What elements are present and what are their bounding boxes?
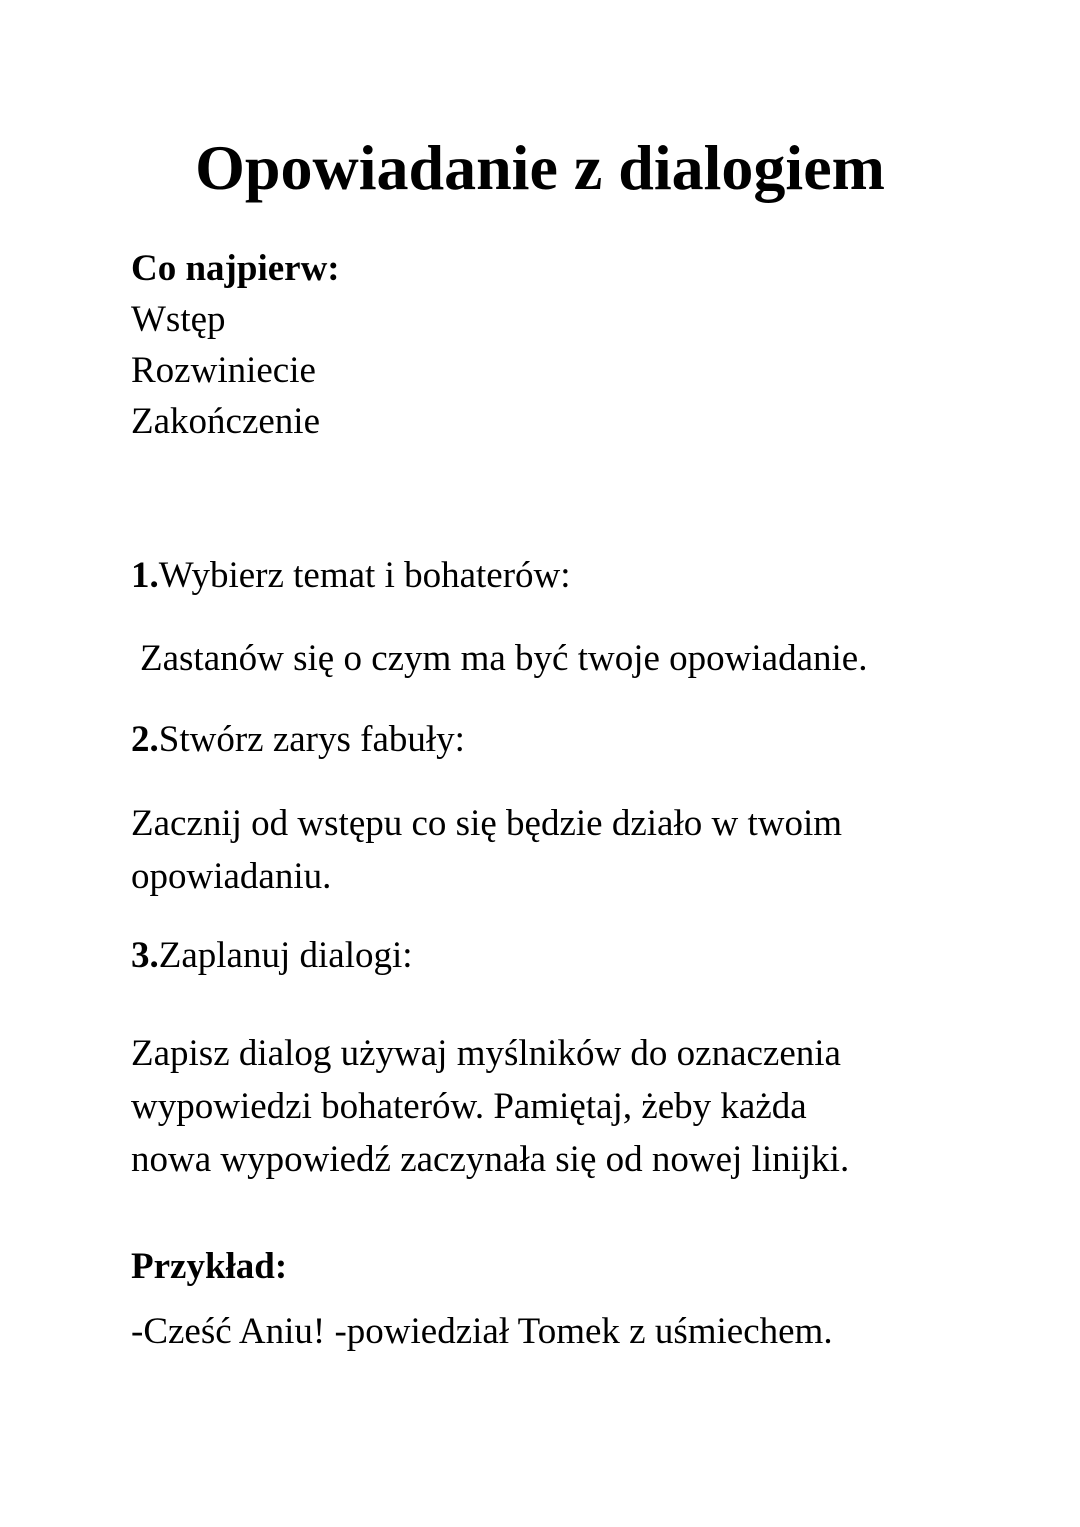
text-line: wypowiedzi bohaterów. Pamiętaj, żeby każda	[131, 1086, 807, 1127]
step-heading-text: Stwórz zarys fabuły:	[158, 719, 465, 760]
step-3-heading	[131, 930, 951, 982]
step-heading-text: Zaplanuj dialogi:	[158, 935, 413, 976]
text-line: nowa wypowiedź zaczynała się od nowej linijki.	[131, 1139, 850, 1180]
step-1-heading	[131, 550, 951, 602]
list-item: Rozwiniecie	[131, 350, 316, 391]
list-item: Zakończenie	[131, 401, 320, 442]
step-number: 1.	[131, 555, 159, 596]
text-line: Zacznij od wstępu co się będzie działo w twoim	[131, 803, 843, 844]
text-line: Zapisz dialog używaj myślników do oznaczenia	[131, 1033, 841, 1074]
text-line: opowiadaniu.	[131, 856, 332, 897]
step-1-text: Zastanów się o czym ma być twoje opowiadanie.	[140, 638, 868, 679]
step-number: 3.	[131, 935, 159, 976]
step-heading-text: Wybierz temat i bohaterów:	[158, 555, 571, 596]
step-number: 2.	[131, 719, 159, 760]
example-text: -Cześć Aniu! -powiedział Tomek z uśmiechem.	[131, 1311, 833, 1352]
example-heading: Przykład:	[131, 1246, 288, 1287]
intro-heading: Co najpierw:	[131, 248, 340, 289]
intro-list	[131, 294, 951, 447]
step-3-text	[131, 1027, 951, 1186]
page-title: Opowiadanie z dialogiem	[195, 132, 885, 203]
step-2-heading	[131, 714, 951, 766]
step-2-text	[131, 797, 951, 903]
list-item: Wstęp	[131, 299, 226, 340]
